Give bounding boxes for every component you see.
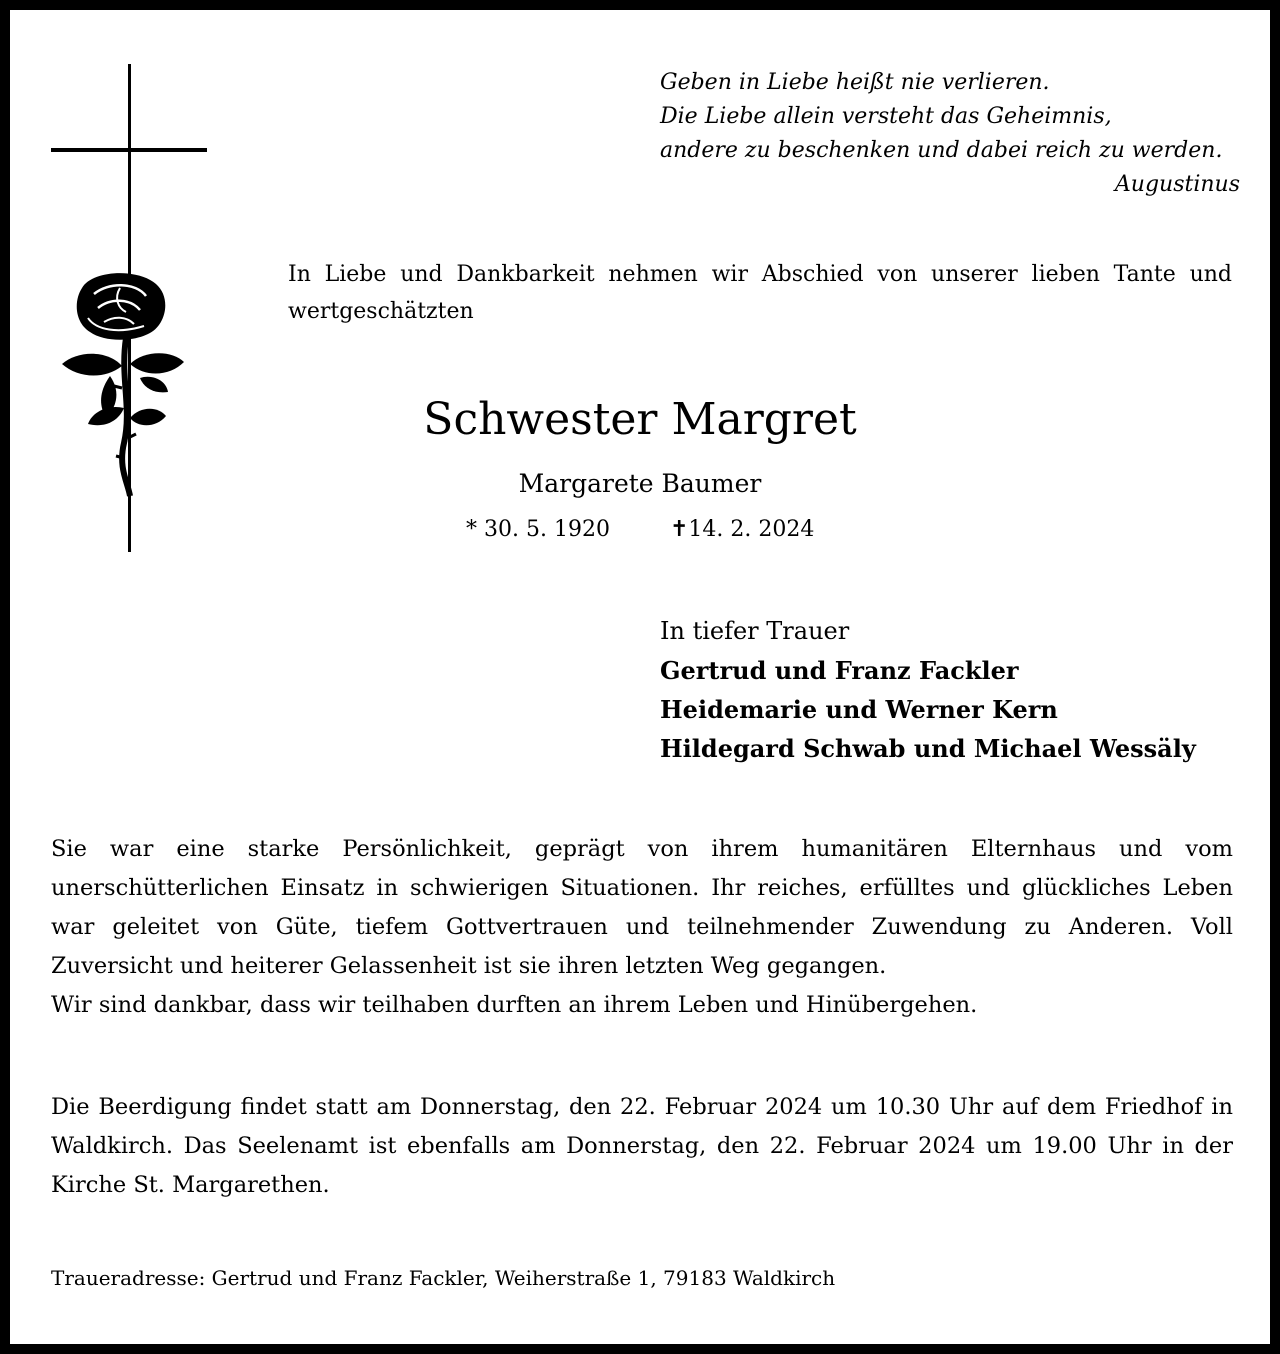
deceased-name: Schwester Margret [423,394,857,445]
deceased-full-name: Margarete Baumer [518,469,762,498]
intro-text: In Liebe und Dankbarkeit nehmen wir Abschied von unserer lieben Tante und wertgeschätzten [288,262,1232,324]
mourning-address: Traueradresse: Gertrud und Franz Fackler, Weiherstraße 1, 79183 Waldkirch [51,1266,836,1290]
tribute-paragraph: Sie war eine starke Persönlichkeit, geprägt von ihrem humanitären Elternhaus und vom unerschütterlichen Einsatz in schwierigen Situationen. Ihr reiches, erfülltes und glückliches Leben war geleitet von Güte, tiefem Gottvertrauen und teilnehmender Zuwendung zu Anderen. Voll Zuversicht und heiterer Gelassenheit ist sie ihren letzten Weg gegangen. [51,836,1233,979]
funeral-details: Die Beerdigung findet statt am Donnerstag, den 22. Februar 2024 um 10.30 Uhr auf dem Friedhof in Waldkirch. Das Seelenamt ist ebenfalls am Donnerstag, den 22. Februar 2024 um 19.00 Uhr in der Kirche St. Margarethen. [51,1094,1233,1198]
mourner-name: Hildegard Schwab und Michael Wessäly [660,734,1196,763]
rose-icon [48,268,188,498]
mourner-name: Heidemarie und Werner Kern [660,695,1058,724]
mourners-block [660,612,1240,768]
quote-line: Geben in Liebe heißt nie verlieren. [660,70,1050,95]
tribute-closing-line: Wir sind dankbar, dass wir teilhaben durften an ihrem Leben und Hinübergehen. [51,992,978,1018]
quote-author: Augustinus [1114,172,1240,197]
quote-block [660,66,1240,202]
tribute-text [51,830,1233,1025]
birth-date: * 30. 5. 1920 [466,517,610,542]
quote-line: andere zu beschenken und dabei reich zu werden. [660,138,1223,163]
quote-line: Die Liebe allein versteht das Geheimnis, [660,104,1112,129]
cross-icon-crossbar [51,148,207,152]
death-date: ✝14. 2. 2024 [670,517,815,542]
mourner-name: Gertrud und Franz Fackler [660,656,1019,685]
mourners-heading: In tiefer Trauer [660,617,850,645]
